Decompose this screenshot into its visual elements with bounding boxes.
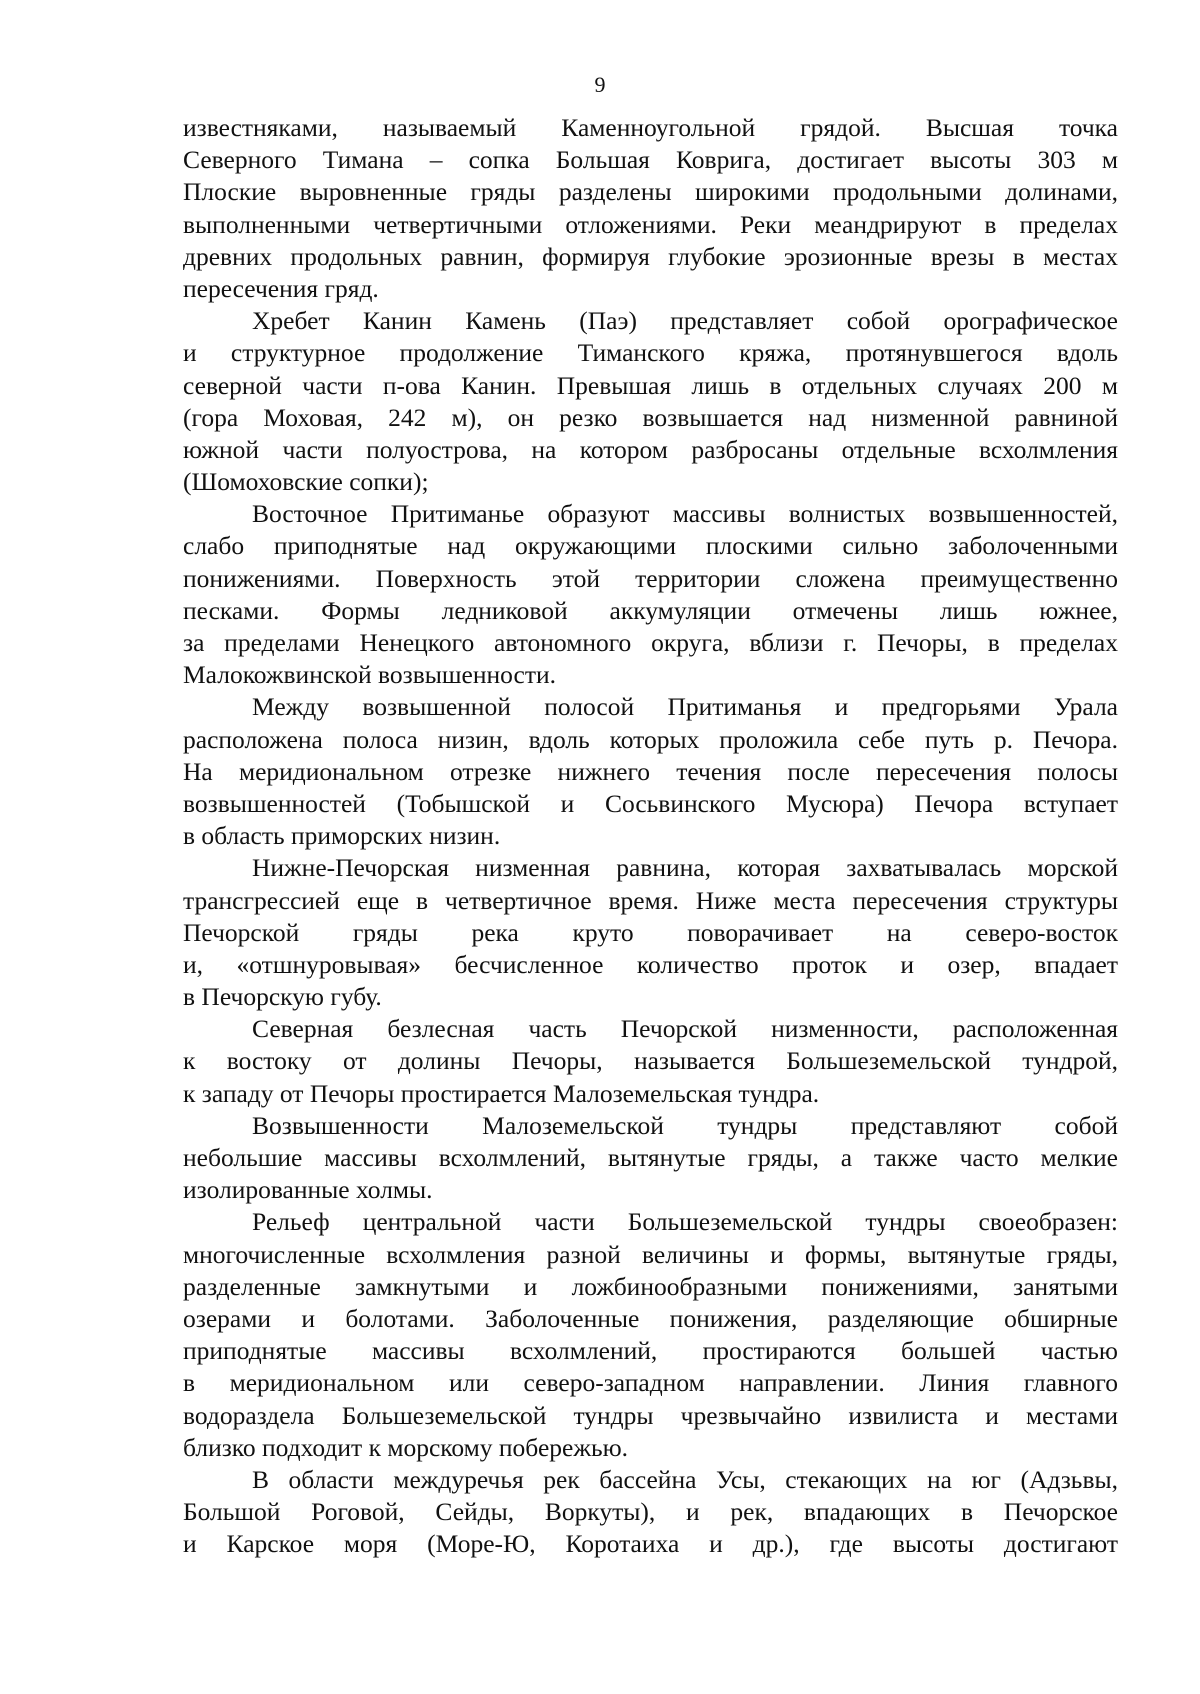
text-line: В области междуречья рек бассейна Усы, стекающих на юг (Адзьвы,: [252, 1464, 1118, 1494]
text-line: Северная безлесная часть Печорской низменности, расположенная: [252, 1014, 1118, 1044]
text-line: и структурное продолжение Тиманского кряжа, протянувшегося вдоль: [183, 338, 1118, 368]
page-number: 9: [594, 72, 606, 97]
text-line: известняками, называемый Каменноугольной грядой. Высшая точка: [183, 113, 1118, 142]
text-line: озерами и болотами. Заболоченные понижения, разделяющие обширные: [183, 1303, 1118, 1333]
text-line: Возвышенности Малоземельской тундры представляют собой: [252, 1110, 1118, 1140]
text-line: изолированные холмы.: [183, 1175, 433, 1205]
text-line: южной части полуострова, на котором разбросаны отдельные всхолмления: [183, 434, 1118, 464]
text-line: песками. Формы ледниковой аккумуляции отмечены лишь южнее,: [183, 595, 1118, 625]
text-line: Рельеф центральной части Большеземельской тундры своеобразен:: [252, 1207, 1118, 1237]
text-line: Печорской гряды река круто поворачивает на северо-восток: [183, 917, 1118, 947]
text-line: пересечения гряд.: [183, 273, 379, 303]
text-line: приподнятые массивы всхолмлений, простираются большей частью: [183, 1336, 1118, 1366]
text-line: многочисленные всхолмления разной величины и формы, вытянутые гряды,: [183, 1239, 1118, 1269]
body-text: [183, 112, 1118, 1560]
text-line: Восточное Притиманье образуют массивы волнистых возвышенностей,: [252, 499, 1118, 529]
text-line: за пределами Ненецкого автономного округа, вблизи г. Печоры, в пределах: [183, 628, 1118, 657]
text-line: слабо приподнятые над окружающими плоскими сильно заболоченными: [183, 531, 1118, 561]
text-line: и, «отшнуровывая» бесчисленное количество проток и озер, впадает: [183, 949, 1118, 979]
text-line: (Шомоховские сопки);: [183, 467, 429, 497]
text-line: На меридиональном отрезке нижнего течения после пересечения полосы: [183, 756, 1118, 786]
text-line: выполненными четвертичными отложениями. Реки меандрируют в пределах: [183, 209, 1118, 239]
paragraph: [183, 1110, 1118, 1207]
text-line: северной части п-ова Канин. Превышая лишь в отдельных случаях 200 м: [183, 370, 1118, 400]
text-line: в область приморских низин.: [183, 821, 501, 851]
text-line: расположена полоса низин, вдоль которых проложила себе путь р. Печора.: [183, 724, 1118, 754]
text-line: разделенные замкнутыми и ложбинообразными понижениями, занятыми: [183, 1271, 1118, 1301]
text-line: Большой Роговой, Сейды, Воркуты), и рек, впадающих в Печорское: [183, 1497, 1118, 1527]
paragraph: [183, 1206, 1118, 1464]
text-line: Северного Тимана – сопка Большая Коврига, достигает высоты 303 м: [183, 145, 1118, 175]
text-line: Хребет Канин Камень (Паэ) представляет собой орографическое: [252, 306, 1118, 336]
text-line: и Карское моря (Море-Ю, Коротаиха и др.), где высоты достигают: [183, 1529, 1118, 1559]
text-line: понижениями. Поверхность этой территории сложена преимущественно: [183, 563, 1118, 593]
text-line: к востоку от долины Печоры, называется Большеземельской тундрой,: [183, 1046, 1118, 1076]
text-line: Нижне-Печорская низменная равнина, которая захватывалась морской: [252, 853, 1118, 883]
paragraph: [183, 112, 1118, 305]
text-line: небольшие массивы всхолмлений, вытянутые гряды, а также часто мелкие: [183, 1143, 1118, 1172]
text-line: (гора Моховая, 242 м), он резко возвышается над низменной равниной: [183, 402, 1118, 432]
text-line: в меридиональном или северо-западном направлении. Линия главного: [183, 1368, 1118, 1398]
paragraph: [183, 1013, 1118, 1110]
paragraph: [183, 305, 1118, 498]
paragraph: [183, 1464, 1118, 1561]
text-line: близко подходит к морскому побережью.: [183, 1432, 629, 1462]
paragraph: [183, 691, 1118, 852]
text-line: Малокожвинской возвышенности.: [183, 660, 557, 690]
text-line: древних продольных равнин, формируя глубокие эрозионные врезы в местах: [183, 241, 1118, 271]
paragraph: [183, 852, 1118, 1013]
text-line: водораздела Большеземельской тундры чрезвычайно извилиста и местами: [183, 1400, 1118, 1430]
paragraph: [183, 498, 1118, 691]
text-line: Между возвышенной полосой Притиманья и предгорьями Урала: [252, 692, 1118, 722]
text-line: в Печорскую губу.: [183, 982, 382, 1012]
text-line: к западу от Печоры простирается Малоземельская тундра.: [183, 1078, 820, 1108]
text-line: Плоские выровненные гряды разделены широкими продольными долинами,: [183, 177, 1118, 207]
text-line: возвышенностей (Тобышской и Сосьвинского Мусюра) Печора вступает: [183, 788, 1118, 818]
text-line: трансгрессией еще в четвертичное время. Ниже места пересечения структуры: [183, 885, 1118, 915]
